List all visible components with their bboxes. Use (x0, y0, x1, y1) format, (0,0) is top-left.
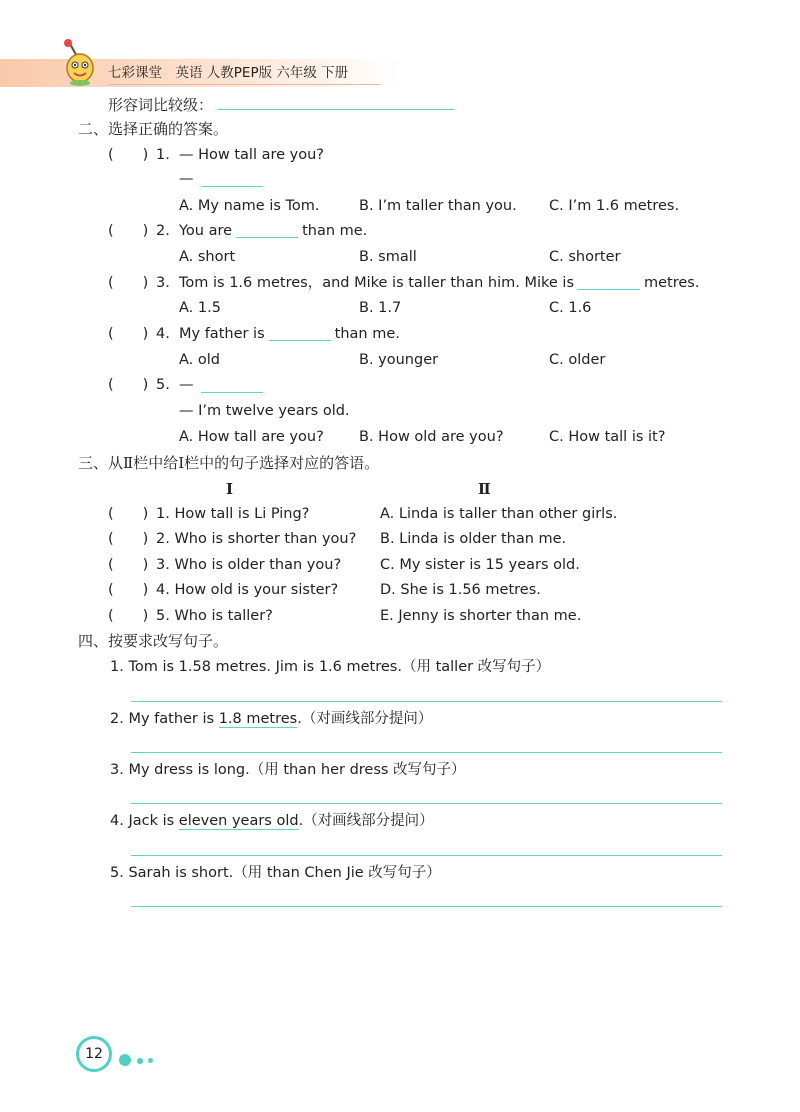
match-answer: C. My sister is 15 years old. (380, 557, 580, 573)
answer-paren[interactable]: ( ) (108, 557, 149, 573)
option-a: A. old (179, 352, 220, 368)
answer-line[interactable] (131, 803, 722, 804)
answer-paren[interactable]: ( ) (108, 377, 149, 393)
answer-paren[interactable]: ( ) (108, 223, 149, 239)
answer-paren[interactable]: ( ) (108, 531, 149, 547)
decor-dot (119, 1054, 131, 1066)
rewrite-item: 2. My father is 1.8 metres.（对画线部分提问） (110, 711, 433, 727)
match-answer: D. She is 1.56 metres. (380, 582, 541, 598)
underlined-phrase: eleven years old (178, 813, 299, 829)
answer-paren[interactable]: ( ) (108, 275, 149, 291)
rewrite-item: 4. Jack is eleven years old.（对画线部分提问） (110, 813, 434, 829)
question-prompt: Tom is 1.6 metres，and Mike is taller than him. Mike is metres. (179, 275, 700, 291)
header-rule (108, 84, 380, 85)
option-c: C. 1.6 (549, 300, 592, 316)
option-a: A. My name is Tom. (179, 198, 320, 214)
answer-blank[interactable] (578, 275, 640, 290)
header-title: 七彩课堂 英语 人教PEP版 六年级 下册 (108, 65, 349, 81)
decor-dot (148, 1058, 153, 1063)
option-a: A. How tall are you? (179, 429, 324, 445)
question-number: 4. (156, 326, 170, 342)
rewrite-item: 5. Sarah is short.（用 than Chen Jie 改写句子） (110, 865, 441, 881)
answer-blank[interactable] (236, 223, 298, 238)
question-prompt: — (179, 377, 194, 393)
page-number: 12 (76, 1036, 112, 1072)
answer-blank[interactable] (201, 392, 263, 393)
answer-paren[interactable]: ( ) (108, 582, 149, 598)
option-b: B. 1.7 (359, 300, 402, 316)
answer-line[interactable] (131, 752, 722, 753)
match-question: 5. Who is taller? (156, 608, 273, 624)
answer-line[interactable] (131, 701, 722, 702)
comparative-label: 形容词比较级： (108, 96, 214, 114)
option-c: C. shorter (549, 249, 621, 265)
option-b: B. I’m taller than you. (359, 198, 517, 214)
match-question: 3. Who is older than you? (156, 557, 342, 573)
question-prompt: My father is than me. (179, 326, 400, 342)
column-one-label: Ⅰ (226, 480, 234, 498)
rewrite-item: 1. Tom is 1.58 metres. Jim is 1.6 metres.（用 taller 改写句子） (110, 659, 551, 675)
option-a: A. short (179, 249, 236, 265)
comparative-answer-line[interactable] (218, 109, 454, 110)
question-reply: — I’m twelve years old. (179, 403, 350, 419)
question-number: 2. (156, 223, 170, 239)
column-two-label: Ⅱ (478, 480, 491, 498)
answer-blank[interactable] (201, 186, 263, 187)
answer-paren[interactable]: ( ) (108, 608, 149, 624)
underlined-phrase: 1.8 metres (218, 711, 298, 727)
mascot-icon (56, 38, 100, 86)
option-c: C. How tall is it? (549, 429, 666, 445)
section3-heading: 三、从Ⅱ栏中给Ⅰ栏中的句子选择对应的答语。 (78, 454, 380, 472)
decor-dot (137, 1058, 143, 1064)
match-answer: E. Jenny is shorter than me. (380, 608, 582, 624)
option-b: B. younger (359, 352, 439, 368)
match-answer: B. Linda is older than me. (380, 531, 567, 547)
option-b: B. How old are you? (359, 429, 504, 445)
option-b: B. small (359, 249, 417, 265)
option-c: C. older (549, 352, 606, 368)
question-prompt: — How tall are you? (179, 147, 324, 163)
rewrite-item: 3. My dress is long.（用 than her dress 改写句子） (110, 762, 466, 778)
match-question: 4. How old is your sister? (156, 582, 339, 598)
answer-blank[interactable] (269, 326, 331, 341)
match-answer: A. Linda is taller than other girls. (380, 506, 618, 522)
option-a: A. 1.5 (179, 300, 221, 316)
answer-paren[interactable]: ( ) (108, 147, 149, 163)
question-number: 5. (156, 377, 170, 393)
question-prompt: You are than me. (179, 223, 368, 239)
section4-heading: 四、按要求改写句子。 (78, 632, 229, 650)
question-number: 3. (156, 275, 170, 291)
question-number: 1. (156, 147, 170, 163)
section2-heading: 二、选择正确的答案。 (78, 120, 229, 138)
reply-dash: — (179, 171, 194, 187)
answer-paren[interactable]: ( ) (108, 326, 149, 342)
match-question: 2. Who is shorter than you? (156, 531, 357, 547)
answer-line[interactable] (131, 906, 722, 907)
answer-paren[interactable]: ( ) (108, 506, 149, 522)
match-question: 1. How tall is Li Ping? (156, 506, 310, 522)
option-c: C. I’m 1.6 metres. (549, 198, 680, 214)
answer-line[interactable] (131, 855, 722, 856)
